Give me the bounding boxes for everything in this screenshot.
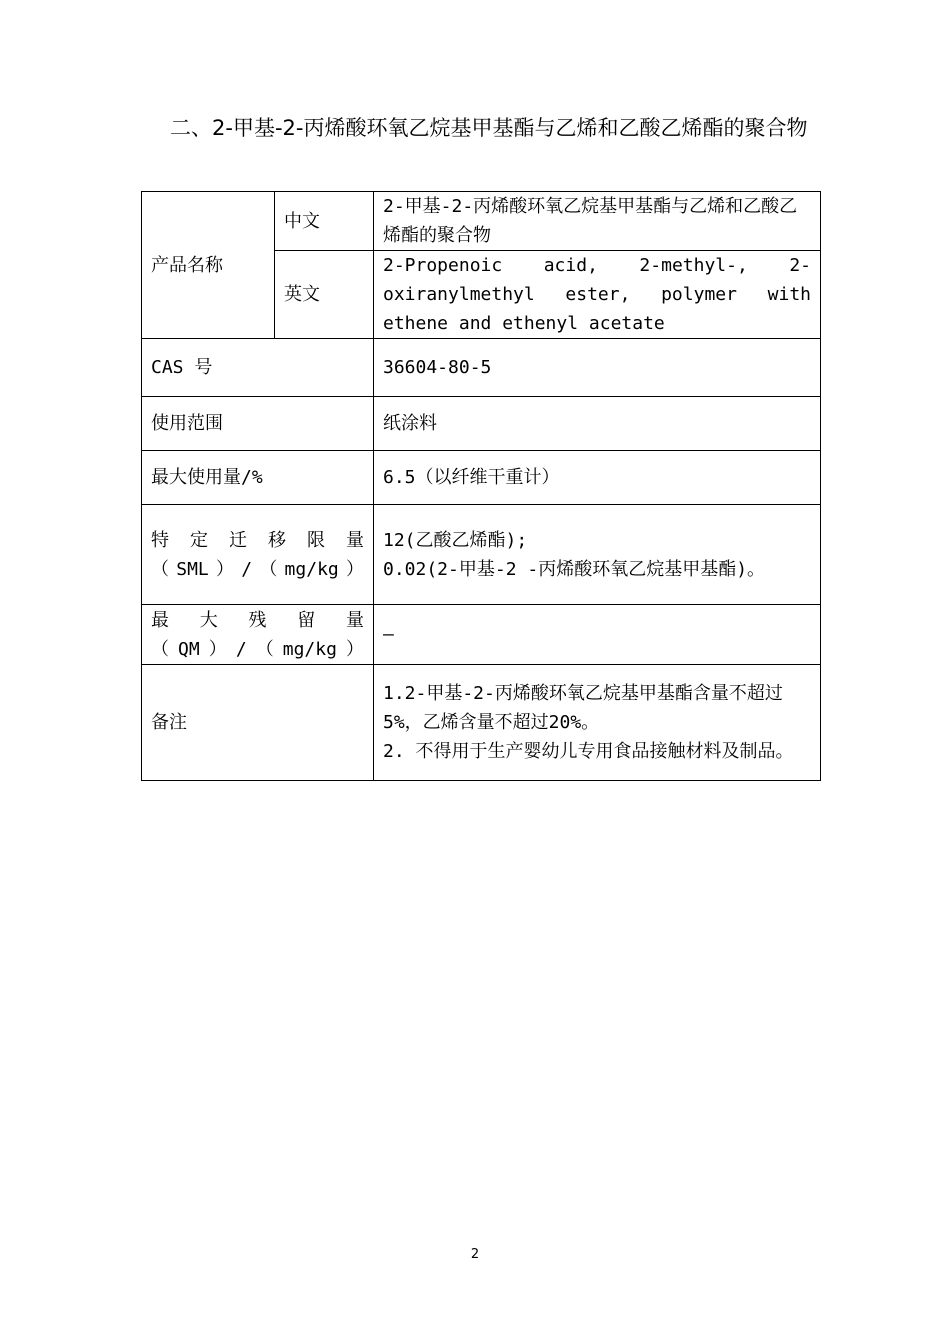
english-value-line: 2-Propenoic acid, 2-methyl-, 2- [383,255,811,276]
sml-value [374,505,821,605]
row-chinese-name [142,192,821,251]
english-value-line: ethene and ethenyl acetate [383,313,665,334]
row-cas [142,339,821,397]
qm-label-line: 最大残留量 [151,609,364,631]
qm-label-line: （QM）/（mg/kg） [151,638,364,660]
sml-value-line: 0.02(2-甲基-2 -丙烯酸环氧乙烷基甲基酯)。 [383,558,766,580]
qm-label [142,605,374,665]
remarks-value [374,665,821,781]
english-label: 英文 [275,251,374,339]
substance-spec-table [141,191,821,781]
chinese-label: 中文 [275,192,374,251]
max-usage-label: 最大使用量/% [142,451,374,505]
sml-label-line: （SML）/（mg/kg） [151,558,364,580]
sml-label-line: 特定迁移限量 [151,529,364,551]
english-value [374,251,821,339]
max-usage-value: 6.5（以纤维干重计） [374,451,821,505]
row-remarks [142,665,821,781]
row-usage [142,397,821,451]
cas-label: CAS 号 [142,339,374,397]
usage-label: 使用范围 [142,397,374,451]
usage-value: 纸涂料 [374,397,821,451]
row-sml [142,505,821,605]
row-qm [142,605,821,665]
cas-value: 36604-80-5 [374,339,821,397]
section-heading: 二、2-甲基-2-丙烯酸环氧乙烷基甲基酯与乙烯和乙酸乙烯酯的聚合物 [170,116,808,140]
sml-label [142,505,374,605]
row-max-usage [142,451,821,505]
sml-value-line: 12(乙酸乙烯酯); [383,529,528,551]
chinese-value: 2-甲基-2-丙烯酸环氧乙烷基甲基酯与乙烯和乙酸乙烯酯的聚合物 [374,192,821,251]
english-value-line: oxiranylmethyl ester, polymer with [383,284,811,305]
product-name-label: 产品名称 [142,192,275,339]
remarks-line: 1.2-甲基-2-丙烯酸环氧乙烷基甲基酯含量不超过5%，乙烯含量不超过20%。 [383,683,783,733]
remarks-line: 2. 不得用于生产婴幼儿专用食品接触材料及制品。 [383,741,794,762]
qm-value: — [374,605,821,665]
page-number: 2 [470,1247,480,1262]
remarks-label: 备注 [142,665,374,781]
